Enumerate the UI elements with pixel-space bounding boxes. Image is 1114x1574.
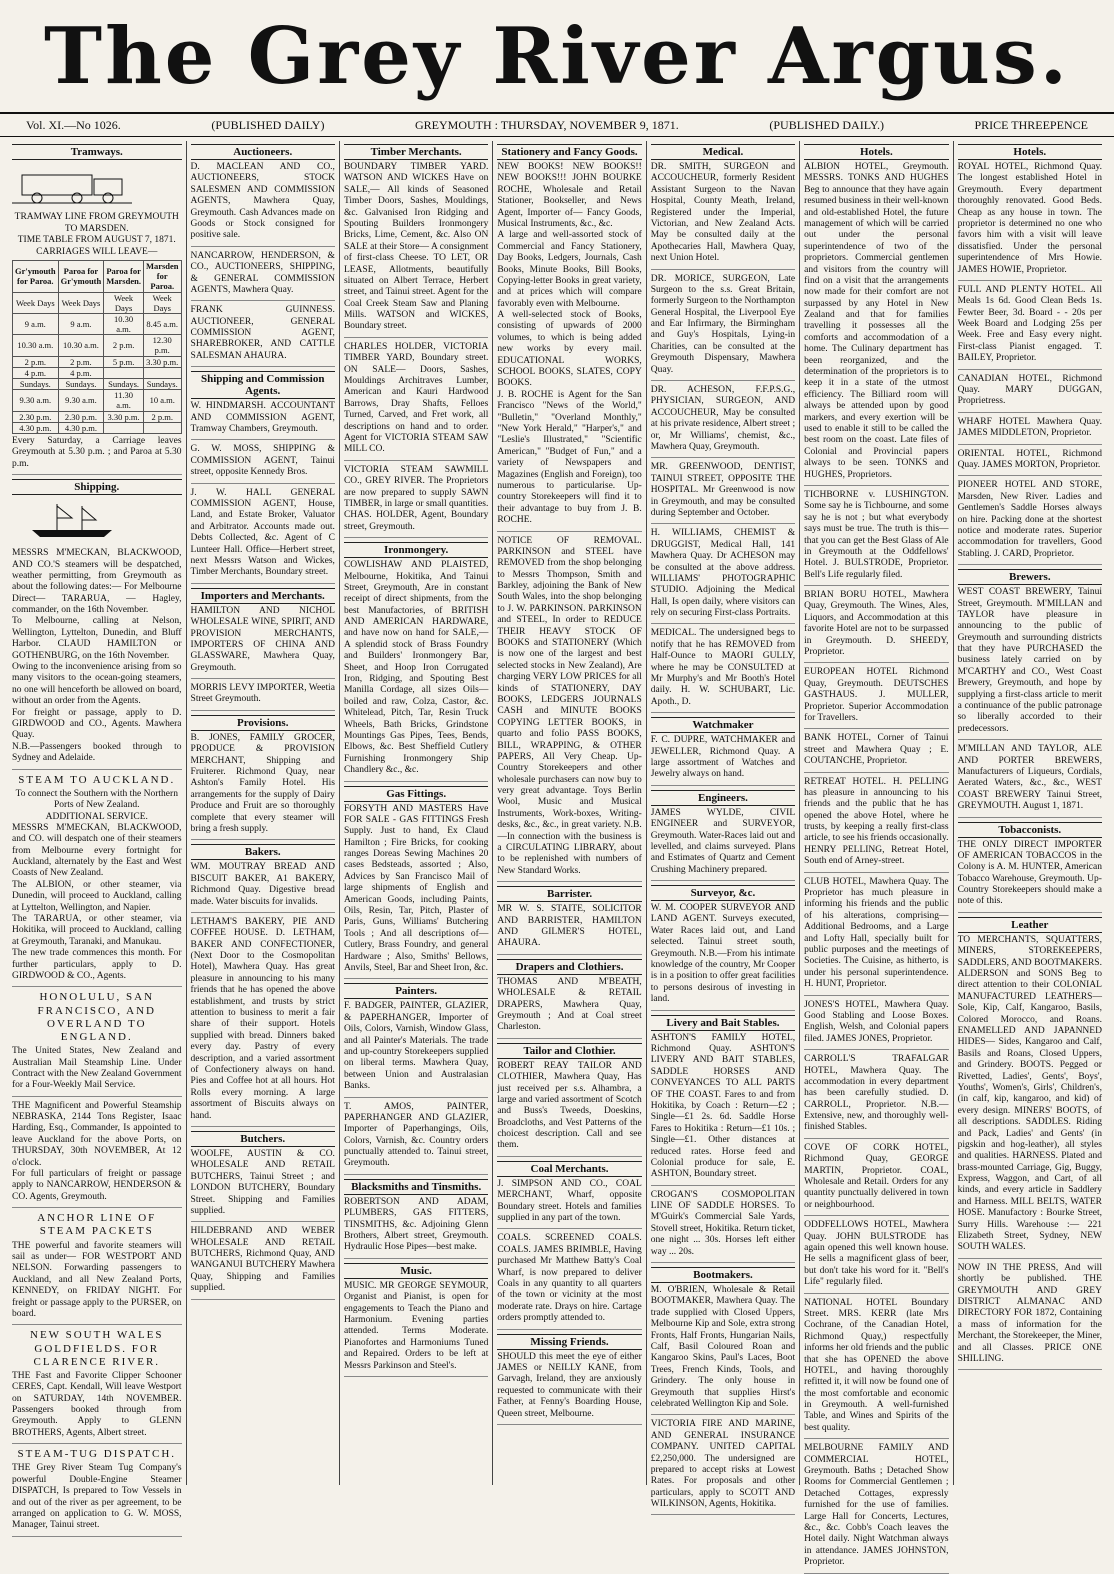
section-heading: Tailor and Clothier.: [497, 1043, 641, 1059]
timetable-cell: 3.30 p.m.: [104, 411, 144, 422]
timetable-cell: 4 p.m.: [58, 367, 104, 378]
advert-holder: CHARLES HOLDER, VICTORIA TIMBER YARD, Boundary street. ON SALE— Doors, Sashes, Mouldings Architraves Lumber, American and Kauri Hardwood Barrows, Dray Shafts, Felloes Turned, Carved, and Fret work, all descriptions on hand and to order. Agent for VICTORIA STEAM SAW MILL CO.: [344, 342, 488, 461]
advert-heading: NEW SOUTH WALES GOLDFIELDS. FOR CLARENCE RIVER.: [30, 1329, 164, 1368]
timetable-cell: 4.30 p.m.: [13, 422, 59, 433]
advert-royal: ROYAL HOTEL, Richmond Quay. The longest established Hotel in Greymouth. Every department thoroughly renovated. Good Beds. Cheap as any house in town. The proprietor is determined no one who favors him with a visit will leave dissatisfied. Under the personal superintendence of Mrs Howie. JAMES HOWIE, Proprietor.: [958, 162, 1102, 281]
advert-text: THE Grey River Steam Tug Company's powerful Double-Engine Steamer DISPATCH, Is prepared to Tow Vessels in and out of the river as per agreement, to be arranged on application to G. W. MOSS, Manager, Tainui street.: [12, 1463, 182, 1531]
advert-mcbeath: THOMAS AND M'BEATH, WHOLESALE & RETAIL DRAPERS, Mawhera Quay, Greymouth ; And at Coal street Charleston.: [497, 977, 641, 1039]
column-3: [339, 141, 492, 1485]
published-label-right: (PUBLISHED DAILY.): [769, 117, 884, 132]
section-heading: Painters.: [344, 983, 488, 999]
advert-letham: LETHAM'S BAKERY, PIE AND COFFEE HOUSE. D. LETHAM, BAKER AND CONFECTIONER, (Next Door to the Cosmopolitan Hotel), Mawhera Quay. Has great pleasure in announcing to his many friends that he has opened the above establishment, and trusts by strict attention to business to merit a fair share of their support. Hotels supplied with bread. Dinners baked every day. Pastry of every description, and a varied assortment of Confectionery always on hand. Pies and Coffee hot at all hours. Hot Rolls every morning. A large assortment of Biscuits always on hand.: [191, 917, 335, 1127]
timetable-cell: 2 p.m.: [58, 356, 104, 367]
timetable-cell: 3.30 p.m.: [143, 356, 181, 367]
timetable-row: [13, 390, 182, 411]
dateline: [0, 112, 1114, 137]
timetable-cell: Week Days: [58, 292, 104, 313]
timetable-cell: 9 a.m.: [13, 313, 59, 334]
advert-seymour: MUSIC. MR GEORGE SEYMOUR, Organist and Pianist, is open for engagements to Teach the Piano and Harmonium. Evening parties attended. Terms Moderate. Pianofortes and Harmoniums Tuned and Repaired. Orders to be left at Messrs Parkinson and Steel's.: [344, 1281, 488, 1377]
advert-hildebrand: HILDEBRAND AND WEBER WHOLESALE AND RETAIL BUTCHERS, Richmond Quay, AND WANGANUI BUTCHERY Mawhera Quay, Shipping and Families supplied.: [191, 1226, 335, 1299]
advert-tichborne: TICHBORNE v. LUSHINGTON. Some say he is Tichbourne, and some say he is not ; but what everybody says must be true. The truth is this—that you can get the Best Glass of Ale in Greymouth at the Oddfellows' Hotel. J. BULSTRODE, Proprietor. Bell's Life regularly filed.: [804, 490, 948, 586]
timetable-cell: 10.30 a.m.: [104, 313, 144, 334]
timetable-row: [13, 411, 182, 422]
section-heading: Butchers.: [191, 1131, 335, 1147]
advert-watson: BOUNDARY TIMBER YARD. WATSON AND WICKES Have on SALE,— All kinds of Seasoned Timber Doors, Sashes, Mouldings, &c. Galvanised Iron Ridging and Spouting Builders Ironmongery Bricks, Lime, Cement, &c. Also ON SALE at their Store— A consignment of first-class Cheese. TO LET, OR LEASE, Allotments, beautifully situated on Albert Terrace, Herbert street, and Tainui street. Agent for the Coal Creek Steam Saw and Planing Mills. WATSON and WICKES, Boundary street.: [344, 162, 488, 338]
columns: [0, 137, 1114, 1568]
advert-cooper: W. M. COOPER SURVEYOR AND LAND AGENT. Surveys executed, Water Races laid out, and Land selected. Tainui street south, Greymouth. N.B.—From his intimate knowledge of the country, Mr Cooper is in a position to offer great facilities to persons desirous of investing in land.: [651, 903, 795, 1011]
advert-text: A well-selected stock of Books, consisting of upwards of 2000 volumes, to which is being added new works by every mail. EDUCATIONAL WORKS, SCHOOL BOOKS, SLATES, COPY BOOKS.: [497, 310, 642, 389]
advert-text: J. B. ROCHE is Agent for the San Francisco "News of the World," "Bulletin," "Overland Monthly," "New York Herald," "Harper's," and "Leslie's Illustrated," "Scientific American," "Budget of Fun," and a variety of Newspapers and Magazines (English and Foreign), too numerous to particularise. Up-country Storekeepers will find it to their advantage to buy from J. B. ROCHE.: [497, 389, 642, 526]
advert-almanac: NOW IN THE PRESS, And will shortly be published. THE GREYMOUTH AND GREY DISTRICT ALMANAC AND DIRECTORY FOR 1872, Containing a mass of information for the Merchant, the Storekeeper, the Miner, and all Classes. PRICE ONE SHILLING.: [958, 1263, 1102, 1371]
advert-text: THE powerful and favorite steamers will sail as under— FOR WESTPORT AND NELSON. Forwarding passengers to Auckland, and all New Zealand Ports, KENNEDY, on FRIDAY NIGHT. For freight or passage apply to the PURSER, on board.: [12, 1240, 182, 1319]
timetable-cell: Sundays.: [104, 379, 144, 390]
tramway-subtitle: TIME TABLE FROM AUGUST 7, 1871.: [17, 235, 176, 246]
timetable-cell: [143, 422, 181, 433]
section-heading: Bootmakers.: [651, 1267, 795, 1283]
advert-auckland: [12, 774, 182, 988]
ship-engraving: [12, 500, 132, 540]
section-heading: Shipping and Commission Agents.: [191, 371, 335, 399]
price: PRICE THREEPENCE: [974, 117, 1088, 132]
advert-tug: [12, 1448, 182, 1537]
advert-smith: DR. SMITH, SURGEON and ACCOUCHEUR, formerly Resident Assistant Surgeon to the Navan Hospital, County Meath, Ireland, Registered under the Imperial, Victorian, and New Zealand Acts. May be consulted daily at the Apothecaries Hall, Mawhera Quay, next Union Hotel.: [651, 162, 795, 270]
section-heading: Brewers.: [958, 569, 1102, 585]
timetable-row: [13, 356, 182, 367]
timetable-cell: [104, 367, 144, 378]
section-heading: Ironmongery.: [344, 542, 488, 558]
advert-oddfellows: ODDFELLOWS HOTEL, Mawhera Quay. JOHN BULSTRODE has again opened this well known house. He sells a magnificent glass of beer, but don't take his word for it. "Bell's Life" regularly filed.: [804, 1220, 948, 1293]
advert-text: For full particulars of freight or passage apply to NANCARROW, HENDERSON & CO. Agents, Greymouth.: [12, 1169, 182, 1202]
masthead: [0, 0, 1114, 112]
advert-text: To connect the Southern with the Northern Ports of New Zealand.: [15, 788, 178, 811]
tram-engraving: [12, 165, 132, 205]
advert-missing: SHOULD this meet the eye of either JAMES or NEILLY KANE, from Garvagh, Ireland, they are anxiously requested to communicate with their Father, at Fenny's Boarding House, Queen street, Melbourne.: [497, 1352, 641, 1425]
advert-removal: NOTICE OF REMOVAL. PARKINSON and STEEL have REMOVED from the shop belonging to Messrs Thompson, Smith and Barkley, adjoining the Bank of New South Wales, into the shop belonging to J. W. PARKINSON. PARKINSON and STEEL, In order to REDUCE THEIR HEAVY STOCK OF BOOKS and STATIONERY (Which is now one of the largest and best selected stocks in New Zealand), Are charging VERY LOW PRICES for all kinds of STATIONERY, DAY BOOKS, LEDGERS JOURNALS CASH and MINUTE BOOKS COPYING LETTER BOOKS, in quarto and folio PASS BOOKS, BILL, WRAPPING, & OTHER PAPERS, All Very Cheap. Up-Country Storekeepers and other wholesale purchasers can now buy to very great advantage. Toys Berlin Wool, Music and Musical Instruments, Work-boxes, Writing-desks, &c., &c., in great variety. N.B.—In connection with the business is a CIRCULATING LIBRARY, about to be replenished with numbers of New Standard Works.: [497, 536, 641, 883]
advert-simpson: J. SIMPSON AND CO., COAL MERCHANT, Wharf, opposite Boundary street. Hotels and families supplied in any part of the town.: [497, 1179, 641, 1230]
advert-tramway: [12, 162, 182, 475]
timetable-row: [13, 367, 182, 378]
advert-hunter: THE ONLY DIRECT IMPORTER OF AMERICAN TOBACCOS in the Colony is A. M. HUNTER, American Tobacco Warehouse, Greymouth. Up-Country Storekeepers should make a note of this.: [958, 840, 1102, 913]
advert-heading: ANCHOR LINE OF STEAM PACKETS: [37, 1212, 157, 1238]
advert-roche: [497, 162, 641, 532]
section-heading: Timber Merchants.: [344, 144, 488, 160]
section-heading: Bakers.: [191, 844, 335, 860]
advert-ashton: ASHTON'S FAMILY HOTEL, Richmond Quay. ASHTON'S LIVERY AND BAIT STABLES, SADDLE HORSES AND CONVEYANCES TO ALL PARTS OF THE COAST. Fares to and from Hokitika, by Coach : Return—£2 ; Single—£1 2s. 6d. Saddle Horse Fares to Hokitika : Return—£1 10s. ; Single—£1. Other distances at reduced rates. Horse feed and Colonial produce for sale, E. ASHTON, Boundary street.: [651, 1033, 795, 1186]
advert-text: The ALBION, or other steamer, via Dunedin, will proceed to Auckland, calling at Lyttelton, Wellington, and Napier.: [12, 879, 182, 913]
timetable-cell: Week Days: [104, 292, 144, 313]
advert-forsyth: FORSYTH AND MASTERS Have FOR SALE - GAS FITTINGS Fresh Supply. Just to hand, Ex Claud Hamilton ; Fire Bricks, for cooking ranges Doreas Sewing Machines 20 cases Bedsteads, assorted ; Also, Advices by San Francisco Mail of large shipments of English and American Goods, including Paints, Oils, Resin, Tar, Pitch, Plaster of Paris, Guns, Williams' Butchering Tools ; And all descriptions of— Cutlery, Brass Foundry, and general Hardware ; Also, Smiths' Bellows, Anvils, Steel, Bar and Sheet Iron, &c.: [344, 804, 488, 980]
advert-greenwood: MR. GREENWOOD, DENTIST, TAINUI STREET, OPPOSITE THE HOSPITAL. Mr Greenwood is now in Greymouth, and may be consulted during September and October.: [651, 462, 795, 524]
timetable-cell: 9.30 a.m.: [13, 390, 59, 411]
section-heading: Music.: [344, 1263, 488, 1279]
advert-text: THE Fast and Favorite Clipper Schooner CERES, Capt. Kendall, Will leave Westport on SATURDAY, 14th NOVEMBER. Passengers booked through from Greymouth. Apply to GLENN BROTHERS, Agents, Albert street.: [12, 1370, 182, 1438]
advert-honolulu: [12, 991, 182, 1096]
timetable-cell: 8.45 a.m.: [143, 313, 181, 334]
advert-national: NATIONAL HOTEL Boundary Street. MRS. KERR (late Mrs Cochrane, of the Canadian Hotel, Richmond Quay,) respectfully informs her old friends and the public that she has OPENED the above HOTEL, and having thoroughly refitted it, it will now be found one of the most comfortable and economic in Greymouth. A well-furnished Table, and Wines and Spirits of the best quality.: [804, 1298, 948, 1440]
section-heading: Blacksmiths and Tinsmiths.: [344, 1179, 488, 1195]
advert-nebraska: [12, 1101, 182, 1209]
timetable-header: Gr'ymouth for Paroa.: [13, 260, 59, 292]
column-6: [799, 141, 952, 1568]
advert-brian-boru: BRIAN BORU HOTEL, Mawhera Quay, Greymouth. The Wines, Ales, Liquors, and Accommodation at this favorite Hotel are not to be surpassed in Greymouth. D. SHEEDY, Proprietor.: [804, 590, 948, 663]
timetable-cell: [104, 422, 144, 433]
column-5: [646, 141, 799, 1510]
advert-melbourne: MELBOURNE FAMILY AND COMMERCIAL HOTEL, Greymouth. Baths ; Detached Show Rooms for Commercial Gentlemen ; Detached Cottages, expressly furnished for the use of families. Large Hall for Concerts, Lectures, &c., &c. Cobb's Coach leaves the Hotel daily. Night Watchman always in attendance. JAMES JOHNSTON, Proprietor.: [804, 1443, 948, 1573]
advert-badger: F. BADGER, PAINTER, GLAZIER, & PAPERHANGER, Importer of Oils, Colors, Varnish, Window Glass, and all Painter's Materials. The trade and up-country Storekeepers supplied on liberal terms. Mawhera Quay, between Union and Australasian Banks.: [344, 1001, 488, 1097]
section-heading: Auctioneers.: [191, 144, 335, 160]
timetable-cell: Sundays.: [143, 379, 181, 390]
advert-text: N.B.—Passengers booked through to Sydney and Adelaide.: [12, 741, 182, 764]
advert-retreat: RETREAT HOTEL. H. PELLING has pleasure in announcing to his friends and the public that he has opened the above Hotel, where he trusts, by keeping a really first-class article, to see his friends occasionally. HENRY PELLING, Retreat Hotel, South end of Arney-street.: [804, 777, 948, 873]
timetable-cell: 4 p.m.: [13, 367, 59, 378]
section-heading: Tobacconists.: [958, 822, 1102, 838]
advert-moss: G. W. MOSS, SHIPPING & COMMISSION AGENT, Tainui street, opposite Kennedy Bros.: [191, 444, 335, 483]
timetable-row: [13, 292, 182, 313]
section-heading: Gas Fittings.: [344, 786, 488, 802]
advert-anchor-line: [12, 1212, 182, 1325]
advert-guinness: FRANK GUINNESS. AUCTIONEER, GENERAL COMMISSION AGENT, SHAREBROKER, AND CATTLE SALESMAN AHAURA.: [191, 305, 335, 367]
advert-woolfe: WOOLFE, AUSTIN & CO. WHOLESALE AND RETAIL BUTCHERS, Tainui Street ; and LONDON BUTCHERY, Boundary Street. Shipping and Families supplied.: [191, 1149, 335, 1222]
timetable-cell: 10.30 a.m.: [58, 335, 104, 356]
section-heading: Leather: [958, 917, 1102, 933]
advert-text: Owing to the inconvenience arising from so many visitors to the ocean-going steamers, no one will henceforth be allowed on board, without an order from the Agents.: [12, 662, 182, 707]
advert-brewery: WEST COAST BREWERY, Tainui Street, Greymouth. M'MILLAN and TAYLOR have pleasure in announcing to the public of Greymouth and surrounding districts that they have PURCHASED the business lately carried on by M'CARTHY and CO., West Coast Brewery, Greymouth, and hope by supplying a first-class article to merit a continuance of the public patronage so liberally accorded to their predecessors.: [958, 587, 1102, 740]
advert-carroll: CARROLL'S TRAFALGAR HOTEL, Mawhera Quay. The accommodation in every department has been carefully studied. D. CARROLL, Proprietor. N.B.—Extensive, new, and thoroughly well-finished Stables.: [804, 1054, 948, 1139]
timetable-cell: 2.30 p.m.: [13, 411, 59, 422]
advert-jones-hotel: JONES'S HOTEL, Mawhera Quay. Good Stabling and Loose Boxes. English, Welsh, and Colonial papers filed. JAMES JONES, Proprietor.: [804, 1000, 948, 1051]
advert-wylde: JAMES WYLDE, CIVIL ENGINEER and SURVEYOR, Greymouth. Water-Races laid out and levelled, and claims surveyed. Plans and Estimates of Quartz and Cement Crushing Machinery prepared.: [651, 808, 795, 881]
section-heading: Barrister.: [497, 886, 641, 902]
timetable: [12, 260, 182, 434]
advert-amos: T. AMOS, PAINTER, PAPERHANGER AND GLAZIER, Importer of Paperhangings, Oils, Colors, Varnish, &c. Country orders punctually attended to. Tainui street, Greymouth.: [344, 1102, 488, 1175]
tramway-note: Every Saturday, a Carriage leaves Greymouth at 5.30 p.m. ; and Paroa at 5.30 p.m.: [12, 435, 182, 469]
timetable-header: Paroa for Gr'ymouth: [58, 260, 104, 292]
timetable-cell: Sundays.: [13, 379, 59, 390]
section-heading: Livery and Bait Stables.: [651, 1015, 795, 1031]
section-heading: Watchmaker: [651, 717, 795, 733]
timetable-row: [13, 335, 182, 356]
timetable-cell: 2 p.m.: [13, 356, 59, 367]
section-heading: Drapers and Clothiers.: [497, 959, 641, 975]
advert-hamilton: HAMILTON AND NICHOL WHOLESALE WINE, SPIRIT, AND PROVISION MERCHANTS, IMPORTERS OF CHINA AND GLASSWARE, Mawhera Quay, Greymouth.: [191, 606, 335, 679]
section-heading: Provisions.: [191, 715, 335, 731]
advert-text: MESSRS M'MECKAN, BLACKWOOD, and CO. will despatch one of their steamers from Melbourne every fortnight for Auckland, alternately by the East and West Coasts of New Zealand.: [12, 822, 182, 879]
advert-heading: HONOLULU, SAN FRANCISCO, AND OVERLAND TO ENGLAND.: [37, 991, 156, 1043]
advert-bank-hotel: BANK HOTEL, Corner of Tainui street and Mawhera Quay ; E. COUTANCHE, Proprietor.: [804, 733, 948, 772]
column-4: [492, 141, 645, 1485]
advert-moutray: WM. MOUTRAY BREAD AND BISCUIT BAKER, A1 BAKERY, Richmond Quay. Digestive bread made. Water biscuits for invalids.: [191, 862, 335, 913]
advert-crogan: CROGAN'S COSMOPOLITAN LINE OF SADDLE HORSES. To M'Guirk's Commercial Sale Yards, Stovell street, Hokitika. Return ticket, one night ... 30s. Horses left either way ... 20s.: [651, 1190, 795, 1263]
advert-insurance: VICTORIA FIRE AND MARINE, AND GENERAL INSURANCE COMPANY. UNITED CAPITAL £2,250,000. The undersigned are prepared to accept risks at Lowest Rates. For proposals and other particulars, apply to SCOTT AND WILKINSON, Agents, Hokitika.: [651, 1419, 795, 1515]
advert-text: For freight or passage, apply to D. GIRDWOOD and CO., Agents. Mawhera Quay.: [12, 707, 182, 741]
advert-nancarrow: NANCARROW, HENDERSON, & CO., AUCTIONEERS, SHIPPING, & GENERAL COMMISSION AGENTS, Mawhera Quay.: [191, 251, 335, 302]
advert-sawmill: VICTORIA STEAM SAWMILL CO., GREY RIVER. The Proprietors are now prepared to supply SAWN TIMBER, in large or small quantities. CHAS. HOLDER, Agent, Boundary street, Greymouth.: [344, 465, 488, 538]
advert-robertson: ROBERTSON AND ADAM, PLUMBERS, GAS FITTERS, TINSMITHS, &c. Adjoining Glenn Brothers, Albert street, Greymouth. Hydraulic Hose Pipes—best make.: [344, 1197, 488, 1259]
advert-jones: B. JONES, FAMILY GROCER, PRODUCE & PROVISION MERCHANT, Shipping and Fruiterer. Richmond Quay, near Ashton's Family Hotel. His arrangements for the supply of Dairy Produce and Fruit are so thoroughly complete that every steamer will bring a fresh supply.: [191, 733, 335, 841]
advert-heading: STEAM-TUG DISPATCH.: [17, 1448, 177, 1461]
advert-medical-hall: MEDICAL. The undersigned begs to notify that he has REMOVED from Half-Ounce to MAORI GULLY, where he may be CONSULTED at Mr Murphy's and Mr Booth's Hotel daily. H. W. SCHUBART, Lic. Apoth., D.: [651, 628, 795, 713]
advert-wharf: WHARF HOTEL Mawhera Quay. JAMES MIDDLETON, Proprietor.: [958, 417, 1102, 445]
advert-alderson: TO MERCHANTS, SQUATTERS, MINERS, STOREKEEPERS, SADDLERS, AND BOOTMAKERS. ALDERSON and SONS Beg to direct attention to their COLONIAL MANUFACTURED LEATHERS— Sole, Kip, Calf, Kangaroo, Basils, Colored Morocco, and Roans. ENAMELLED AND JAPANNED HIDES— Sides, Kangaroo and Calf, Basils and Roans, Closed Uppers, and Grindery. BOOTS. Pegged or Rivetted, Ladies', Gents', Boys', Youths', Women's, Girls', Children's, (in calf, kip, kangaroo, and kid) of every design. MINERS' BOOTS, of all descriptions. SADDLES. Riding and Pack, Ladies' and Gents' (in pigskin and hog-leather), all styles and qualities. HARNESS. Plated and brass-mounted Carriage, Gig, Buggy, Express, Waggon, and Cart, of all kinds, and every article in Saddlery and Harness. MILL BELTS, WATER HOSE. Manufactory : Bourke Street, Surry Hills. Warehouse :— 221 Elizabeth Street, Sydney, NEW SOUTH WALES.: [958, 935, 1102, 1259]
published-label-left: (PUBLISHED DAILY): [211, 117, 325, 132]
timetable-cell: 2 p.m.: [104, 335, 144, 356]
timetable-row: [13, 422, 182, 433]
advert-dupre: F. C. DUPRE, WATCHMAKER and JEWELLER, Richmond Quay. A large assortment of Watches and Jewelry always on hand.: [651, 735, 795, 786]
advert-williams: H. WILLIAMS, CHEMIST & DRUGGIST, Medical Hall, 141 Mawhera Quay. Dr ACHESON may be consulted at the above address. WILLIAMS' PHOTOGRAPHIC STUDIO. Adjoining the Medical Hall, Is open daily, where visitors can rely on securing First-class Portraits.: [651, 528, 795, 624]
timetable-cell: 9.30 a.m.: [58, 390, 104, 411]
volume-number: Vol. XI.—No 1026.: [26, 117, 121, 132]
advert-text: NEW BOOKS! NEW BOOKS!! NEW BOOKS!!! JOHN BOURKE ROCHE, Wholesale and Retail Stationer, Bookseller, and News Agent, Importer of— Fancy Goods, Musical Instruments, &c., &c.: [497, 162, 642, 229]
advert-ceres: [12, 1329, 182, 1444]
timetable-cell: [143, 367, 181, 378]
advert-text: The new trade commences this month. For further particulars, apply to D. GIRDWOOD & CO., Agents.: [12, 948, 182, 981]
advert-levy: MORRIS LEVY IMPORTER, Weetia Street Greymouth.: [191, 683, 335, 711]
advert-hall: J. W. HALL GENERAL COMMISSION AGENT, House, Land, and Estate Broker, Valuator and Arbitrator. Accounts made out. Debts Collected, &c. Agent of C Lunteer Hall. Office—Herbert street, next Messrs Watson and Wickes, Timber Merchants, Boundary street.: [191, 488, 335, 584]
timetable-cell: 12.30 p.m.: [143, 335, 181, 356]
timetable-cell: 10.30 a.m.: [13, 335, 59, 356]
column-1: [8, 141, 186, 1531]
advert-cowlishaw: COWLISHAW AND PLAISTED, Melbourne, Hokitika, And Tainui Street, Greymouth, Are in constant receipt of direct shipments, from the best Manufactories, of BRITISH AND AMERICAN HARDWARE, and have now on hand for SALE,— A splendid stock of Brass Foundry and Builders' Ironmongery Bar, Sheet, and Hoop Iron Corrugated Iron, Ridging, and Spouting Best Manilla Cordage, all sizes Oils—boiled and raw, Colza, Castor, &c. Whitelead, Pitch, Tar, Resin Truck Wheels, Bath Bricks, Grindstone Mountings Gas Pipes, Tees, Bends, Elbows, &c. Best Sheffield Cutlery Furnishing Ironmongery Ship Chandlery &c., &c.: [344, 560, 488, 781]
advert-european: EUROPEAN HOTEL Richmond Quay, Greymouth. DEUTSCHES GASTHAUS. J. MULLER, Proprietor. Superior Accommodation for Travellers.: [804, 667, 948, 729]
timetable-cell: Week Days: [143, 292, 181, 313]
timetable-header: Paroa for Marsden.: [104, 260, 144, 292]
tramway-title: TRAMWAY LINE FROM GREYMOUTH TO MARSDEN.: [14, 212, 179, 234]
timetable-row: [13, 313, 182, 334]
advert-text: ADDITIONAL SERVICE.: [45, 811, 148, 822]
tramway-carriages: CARRIAGES WILL LEAVE—: [36, 246, 158, 257]
section-heading: Tramways.: [12, 144, 182, 160]
timetable-cell: 10 a.m.: [143, 390, 181, 411]
advert-text: The United States, New Zealand and Australian Mail Steamship Line. Under Contract with the New Zealand Government for a Four-Weekly Mail Service.: [12, 1046, 182, 1091]
timetable-cell: Sundays.: [58, 379, 104, 390]
advert-text: A large and well-assorted stock of Commercial and Fancy Stationery, Day Books, Ledgers, Journals, Cash Books, Minute Books, Bill Books, Copying-letter Books in great variety, and at prices which will compare favorably even with Melbourne.: [497, 230, 642, 309]
section-heading: Stationery and Fancy Goods.: [497, 144, 641, 160]
advert-canadian: CANADIAN HOTEL, Richmond Quay. MARY DUGGAN, Proprietress.: [958, 374, 1102, 413]
advert-mmeckan: [12, 548, 182, 769]
advert-staite: MR W. S. STAITE, SOLICITOR AND BARRISTER, HAMILTON AND GILMER'S HOTEL, AHAURA.: [497, 904, 641, 955]
advert-oriental: ORIENTAL HOTEL, Richmond Quay. JAMES MORTON, Proprietor.: [958, 449, 1102, 477]
advert-club: CLUB HOTEL, Mawhera Quay. The Proprietor has much pleasure in informing his friends and the public of his alterations, comprising—Additional Bedrooms, and a Large and Lofty Hall, specially built for public purposes and the meetings of Societies. The Cuisine, as hitherto, is under his personal superintendence. H. HUNT, Proprietor.: [804, 877, 948, 996]
section-heading: Hotels.: [958, 144, 1102, 160]
advert-mmillan: M'MILLAN AND TAYLOR, ALE AND PORTER BREWERS, Manufacturers of Liqueurs, Cordials, Aerated Waters, &c., &c., WEST COAST BREWERY Tainui Street, GREYMOUTH. August 1, 1871.: [958, 744, 1102, 817]
timetable-cell: 4.30 p.m.: [58, 422, 104, 433]
section-heading: Hotels.: [804, 144, 948, 160]
section-heading: Shipping.: [12, 479, 182, 495]
column-2: [186, 141, 339, 1485]
advert-hindmarsh: W. HINDMARSH. ACCOUNTANT AND COMMISSION AGENT, Tramway Chambers, Greymouth.: [191, 401, 335, 440]
advert-text: To Melbourne, calling at Nelson, Wellington, Lyttelton, Dunedin, and Bluff Harbor. CLAUD HAMILTON or GOTHENBURG, on the 16th November.: [12, 616, 182, 661]
timetable-cell: 9 a.m.: [58, 313, 104, 334]
timetable-row: [13, 379, 182, 390]
advert-text: The TARARUA, or other steamer, via Hokitika, will proceed to Auckland, calling at Greymouth, Taranaki, and Manukau.: [12, 914, 182, 947]
timetable-header: Marsden for Paroa.: [143, 260, 181, 292]
section-heading: Medical.: [651, 144, 795, 160]
advert-morice: DR. MORICE, SURGEON, Late Surgeon to the s.s. Great Britain, formerly Surgeon to the Northampton General Hospital, the Liverpool Eye and Ear Infirmary, the Birmingham and Guy's Hospitals, Lying-in Charities, can be consulted at the Greymouth Dispensary, Mawhera Quay.: [651, 274, 795, 382]
advert-pioneer: PIONEER HOTEL AND STORE, Marsden, New River. Ladies and Gentlemen's Saddle Horses always on hire. Packing done at the shortest notice and moderate rates. Superior accommodation for travellers, Good Stabling. J. CARD, Proprietor.: [958, 480, 1102, 565]
masthead-title: The Grey River Argus.: [44, 10, 1070, 102]
timetable-cell: 11.30 a.m.: [104, 390, 144, 411]
section-heading: Importers and Merchants.: [191, 588, 335, 604]
advert-reay: ROBERT REAY TAILOR AND CLOTHIER, Mawhera Quay, Has just received per s.s. Alhambra, a large and varied assortment of Scotch and Buss's Tweeds, Doeskins, Broadcloths, and Vest Patterns of the choicest description. Call and see them.: [497, 1061, 641, 1157]
section-heading: Engineers.: [651, 790, 795, 806]
advert-heading: STEAM TO AUCKLAND.: [18, 773, 176, 786]
advert-brimble: COALS. SCREENED COALS. COALS. JAMES BRIMBLE, Having purchased Mr Matthew Batty's Coal Wharf, is now prepared to deliver Coals in any quantity to all quarters of the town or vicinity at the most moderate rate. Drays on hire. Cartage orders promptly attended to.: [497, 1233, 641, 1329]
issue-date: GREYMOUTH : THURSDAY, NOVEMBER 9, 1871.: [415, 117, 679, 132]
advert-obrien: M. O'BRIEN, Wholesale & Retail BOOTMAKER, Mawhera Quay. The trade supplied with Closed Uppers, Melbourne Kip and Sole, extra strong Fronts, Half Fronts, Hungarian Nails, Calf, Basil Coloured Roan and Kangaroo Skins, Paul's Laces, Boot Trees, French Kinds, Tools, and Grindery. The only house in Greymouth that supplies Hirst's celebrated Wellington Kip and Sole.: [651, 1285, 795, 1415]
section-heading: Surveyor, &c.: [651, 885, 795, 901]
timetable-cell: Week Days: [13, 292, 59, 313]
timetable-cell: 2.30 p.m.: [58, 411, 104, 422]
advert-albion: ALBION HOTEL, Greymouth. MESSRS. TONKS AND HUGHES Beg to announce that they have again resumed business in their well-known and old-established Hotel, the future management of which will be carried out under the personal superintendence of two of the proprietors. Commercial gentlemen and visitors from the country will find on a visit that the arrangements now made for their comfort are not surpassed by any Hotel in New Zealand and that for families travelling it possesses all the comforts and accommodation of a home. The Culinary department has been reorganized, and the determination of the proprietors is to keep it in a state of the utmost efficiency. The Billiard room will always be attended upon by good markers, and every exertion will be used to enable it still to be called the best room on the coast. Late files of Colonial and Provincial papers always to be seen. TONKS and HUGHES, Proprietors.: [804, 162, 948, 486]
advert-text: THE Magnificent and Powerful Steamship NEBRASKA, 2144 Tons Register, Isaac Harding, Esq., Commander, Is appointed to leave Auckland for the above Ports, on THURSDAY, 30th NOVEMBER, At 12 o'clock.: [12, 1100, 182, 1168]
timetable-cell: 5 p.m.: [104, 356, 144, 367]
advert-full-plenty: FULL AND PLENTY HOTEL. All Meals 1s 6d. Good Clean Beds 1s. Fewter Beer, 3d. Board - - 20s per Week Board and Lodging 25s per Week. Free and Easy every night. First-class Pianist engaged. T. BAILEY, Proprietor.: [958, 285, 1102, 370]
advert-text: MESSRS M'MECKAN, BLACKWOOD, AND CO.'S steamers will be despatched, weather permitting, from Greymouth as about the following dates:— For Melbourne Direct— TARARUA, — Hagley, commander, on the 16th November.: [12, 548, 182, 616]
advert-maclean: D. MACLEAN AND CO., AUCTIONEERS, STOCK SALESMEN AND COMMISSION AGENTS, Mawhera Quay, Greymouth. Cash Advances made on Goods or Stock consigned for positive sale.: [191, 162, 335, 247]
column-7: [953, 141, 1106, 1485]
advert-cove-of-cork: COVE OF CORK HOTEL, Richmond Quay, GEORGE MARTIN, Proprietor. COAL, Wholesale and Retail. Orders for any quantity punctually delivered in town or neighbourhood.: [804, 1143, 948, 1216]
section-heading: Missing Friends.: [497, 1334, 641, 1350]
advert-acheson: DR. ACHESON, F.F.P.S.G., PHYSICIAN, SURGEON, AND ACCOUCHEUR, May be consulted at his private residence, Albert street ; or, Mr Williams', chemist, &c., Mawhera Quay, Greymouth.: [651, 385, 795, 458]
timetable-cell: 2 p.m.: [143, 411, 181, 422]
section-heading: Coal Merchants.: [497, 1161, 641, 1177]
